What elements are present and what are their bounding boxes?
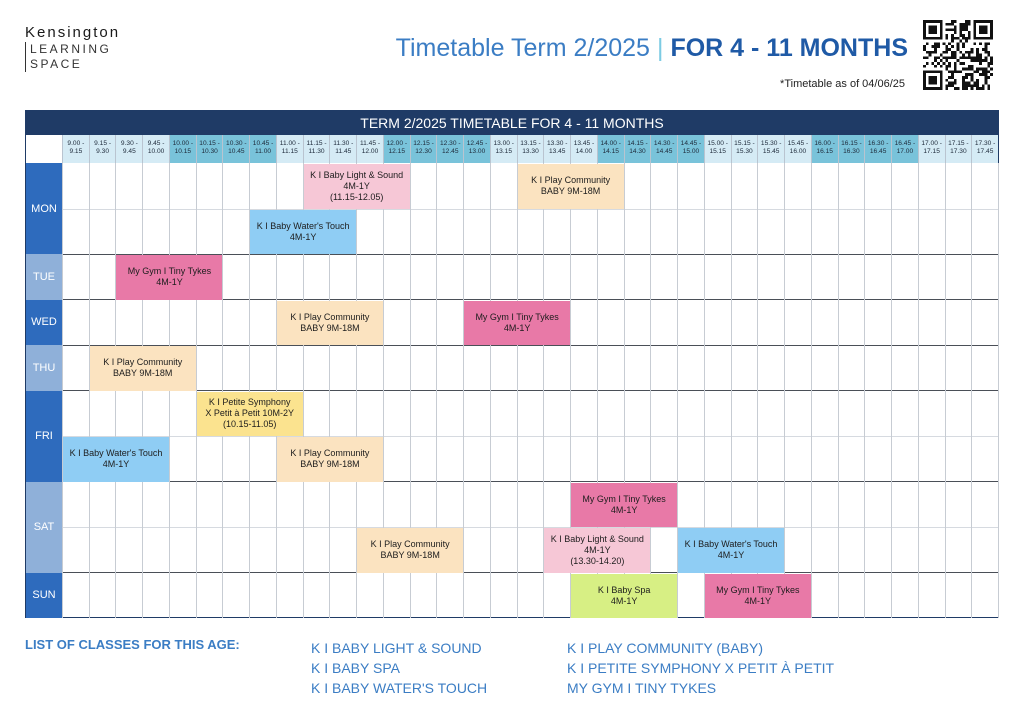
time-slot-label: 10.00 - bbox=[172, 140, 194, 147]
time-slot-label: 15.00 bbox=[682, 148, 700, 155]
time-slot-label: 10.15 bbox=[174, 148, 192, 155]
brand-sub-line-1: LEARNING bbox=[30, 42, 112, 56]
class-list-column-2 bbox=[567, 638, 834, 698]
time-slot-header bbox=[543, 135, 570, 163]
grid-column-line bbox=[142, 163, 143, 618]
time-slot-label: 16.30 bbox=[843, 148, 860, 155]
time-slot-header bbox=[329, 135, 356, 163]
time-slot-header bbox=[838, 135, 865, 163]
grid-column-line bbox=[517, 163, 518, 618]
day-label-thu: THU bbox=[26, 345, 62, 391]
time-slot-label: 13.00 - bbox=[493, 140, 514, 147]
time-slot-label: 17.30 - bbox=[974, 140, 996, 147]
class-text: 4M-1Y bbox=[744, 595, 772, 606]
day-label-sun: SUN bbox=[26, 573, 62, 619]
time-slot-label: 15.30 bbox=[736, 148, 753, 155]
time-slot-label: 15.45 bbox=[762, 148, 780, 155]
class-text: 4M-1Y bbox=[156, 277, 183, 288]
time-slot-header bbox=[276, 135, 303, 163]
title-term: Timetable Term 2/2025 bbox=[395, 34, 650, 62]
time-slot-header bbox=[142, 135, 169, 163]
time-slot-label: 10.30 bbox=[201, 148, 218, 155]
time-slot-label: 11.00 - bbox=[279, 140, 300, 147]
time-slot-header bbox=[169, 135, 196, 163]
time-slot-label: 16.15 bbox=[816, 148, 833, 155]
class-block bbox=[90, 346, 196, 391]
class-list-item: K I PETITE SYMPHONY X PETIT À PETIT bbox=[567, 660, 835, 676]
class-list-item: K I PLAY COMMUNITY (BABY) bbox=[567, 640, 764, 656]
time-slot-header bbox=[864, 135, 891, 163]
class-text: My Gym I Tiny Tykes bbox=[127, 266, 212, 277]
time-slot-header bbox=[757, 135, 784, 163]
class-text: K I Play Community bbox=[103, 357, 183, 368]
time-slot-label: 11.30 - bbox=[333, 140, 354, 147]
time-slot-label: 14.00 bbox=[575, 148, 593, 155]
grid-column-line bbox=[222, 163, 223, 618]
time-slot-header bbox=[222, 135, 249, 163]
class-text: K I Baby Water's Touch bbox=[69, 448, 163, 459]
timetable-grid bbox=[25, 110, 999, 618]
time-slot-label: 11.15 - bbox=[306, 140, 327, 147]
brand-sub-line-2: SPACE bbox=[30, 57, 83, 71]
title-age-group: FOR 4 - 11 MONTHS bbox=[670, 34, 908, 62]
class-text: K I Play Community bbox=[370, 539, 450, 550]
time-slot-label: 13.15 - bbox=[520, 140, 541, 147]
class-block bbox=[571, 574, 677, 619]
time-slot-label: 10.30 - bbox=[226, 140, 247, 147]
class-text: 4M-1Y bbox=[289, 231, 317, 242]
time-slot-header bbox=[303, 135, 330, 163]
class-text: My Gym I Tiny Tykes bbox=[475, 311, 559, 322]
grid-corner bbox=[26, 135, 62, 163]
grid-column-line bbox=[62, 163, 63, 618]
time-slot-label: 9.30 bbox=[96, 148, 110, 155]
class-text: BABY 9M-18M bbox=[113, 368, 173, 379]
time-slot-label: 12.00 bbox=[361, 148, 379, 155]
class-text: BABY 9M-18M bbox=[300, 322, 360, 333]
time-slot-label: 15.30 - bbox=[760, 140, 782, 147]
class-text: (11.15-12.05) bbox=[329, 191, 384, 202]
day-label-tue: TUE bbox=[26, 254, 62, 300]
time-slot-header bbox=[356, 135, 383, 163]
class-block bbox=[304, 164, 410, 209]
time-slot-header bbox=[650, 135, 677, 163]
grid-column-line bbox=[169, 163, 170, 618]
time-slot-header bbox=[410, 135, 437, 163]
time-slot-header bbox=[517, 135, 544, 163]
time-slot-header bbox=[436, 135, 463, 163]
time-slot-label: 17.15 - bbox=[948, 140, 969, 147]
timetable-date-note: *Timetable as of 04/06/25 bbox=[780, 78, 905, 90]
grid-column-line bbox=[971, 163, 972, 618]
time-slot-label: 15.00 - bbox=[707, 140, 728, 147]
grid-column-line bbox=[864, 163, 865, 618]
time-slot-label: 14.30 - bbox=[653, 140, 675, 147]
time-slot-label: 16.00 - bbox=[814, 140, 835, 147]
time-slot-label: 9.15 bbox=[69, 148, 83, 155]
grid-column-line bbox=[945, 163, 946, 618]
time-slot-label: 13.45 bbox=[548, 148, 566, 155]
sub-row-divider bbox=[62, 209, 998, 210]
class-text: K I Baby Light & Sound bbox=[310, 169, 404, 180]
time-slot-label: 14.15 - bbox=[627, 140, 648, 147]
sub-row-divider bbox=[62, 436, 998, 437]
time-slot-label: 11.45 - bbox=[360, 140, 381, 147]
time-slot-label: 9.30 - bbox=[120, 140, 138, 147]
time-slot-label: 12.30 bbox=[415, 148, 432, 155]
class-block bbox=[544, 528, 650, 573]
class-block bbox=[464, 301, 570, 346]
class-text: 4M-1Y bbox=[717, 550, 745, 561]
time-slot-header bbox=[971, 135, 998, 163]
class-text: 4M-1Y bbox=[503, 322, 531, 333]
time-slot-header bbox=[731, 135, 758, 163]
grid-column-line bbox=[463, 163, 464, 618]
class-list-item: MY GYM I TINY TYKES bbox=[567, 680, 717, 696]
time-slot-label: 10.45 - bbox=[252, 140, 274, 147]
class-list-item: K I BABY LIGHT & SOUND bbox=[311, 640, 482, 656]
title-separator: | bbox=[656, 34, 664, 62]
time-slot-header bbox=[62, 135, 89, 163]
grid-column-line bbox=[811, 163, 812, 618]
brand-logo bbox=[25, 24, 155, 72]
time-slot-header bbox=[811, 135, 838, 163]
time-slot-label: 12.00 - bbox=[386, 140, 408, 147]
class-text: BABY 9M-18M bbox=[300, 459, 360, 470]
class-text: 4M-1Y bbox=[610, 504, 638, 515]
day-label-fri: FRI bbox=[26, 391, 62, 482]
class-block bbox=[277, 437, 383, 482]
time-slot-label: 9.45 bbox=[122, 148, 136, 155]
class-text: My Gym I Tiny Tykes bbox=[716, 584, 800, 595]
class-text: K I Petite Symphony bbox=[208, 397, 291, 408]
time-slot-label: 14.45 - bbox=[680, 140, 702, 147]
class-text: 4M-1Y bbox=[584, 544, 611, 555]
timetable-title: TERM 2/2025 TIMETABLE FOR 4 - 11 MONTHS bbox=[26, 111, 998, 135]
day-label-mon: MON bbox=[26, 163, 62, 254]
grid-column-line bbox=[891, 163, 892, 618]
class-list-item: K I BABY SPA bbox=[311, 660, 400, 676]
time-slot-label: 9.00 - bbox=[67, 140, 85, 147]
time-slot-label: 14.30 bbox=[629, 148, 646, 155]
brand-name: Kensington bbox=[25, 24, 121, 41]
class-text: (10.15-11.05) bbox=[223, 419, 277, 430]
time-slot-header bbox=[677, 135, 704, 163]
time-slot-label: 11.45 bbox=[335, 148, 352, 155]
time-slot-label: 15.15 - bbox=[734, 140, 755, 147]
time-slot-label: 13.45 - bbox=[573, 140, 595, 147]
time-slot-label: 14.45 bbox=[655, 148, 673, 155]
class-text: K I Baby Water's Touch bbox=[684, 539, 778, 550]
time-slot-label: 16.45 bbox=[869, 148, 887, 155]
time-slot-label: 10.00 bbox=[147, 148, 165, 155]
time-slot-header bbox=[918, 135, 945, 163]
grid-column-line bbox=[196, 163, 197, 618]
time-slot-label: 9.15 - bbox=[94, 140, 112, 147]
grid-column-line bbox=[650, 163, 651, 618]
class-text: K I Baby Water's Touch bbox=[256, 220, 350, 231]
time-slot-label: 10.45 bbox=[228, 148, 245, 155]
time-slot-label: 14.00 - bbox=[600, 140, 621, 147]
time-slot-label: 17.00 - bbox=[921, 140, 942, 147]
time-slot-label: 13.30 - bbox=[546, 140, 568, 147]
time-slot-header bbox=[704, 135, 731, 163]
class-block bbox=[518, 164, 624, 209]
time-slot-header bbox=[624, 135, 651, 163]
sub-row-divider bbox=[62, 527, 998, 528]
class-block bbox=[571, 483, 677, 528]
class-block bbox=[250, 210, 356, 255]
time-slot-header bbox=[784, 135, 811, 163]
time-slot-header bbox=[570, 135, 597, 163]
class-text: K I Baby Spa bbox=[597, 584, 651, 595]
time-slot-label: 17.30 bbox=[950, 148, 967, 155]
class-list-label: LIST OF CLASSES FOR THIS AGE: bbox=[25, 637, 240, 652]
time-slot-label: 13.30 bbox=[522, 148, 539, 155]
class-block bbox=[678, 528, 784, 573]
class-text: X Petit à Petit 10M-2Y bbox=[205, 408, 294, 419]
day-label-wed: WED bbox=[26, 300, 62, 346]
grid-column-line bbox=[490, 163, 491, 618]
grid-column-line bbox=[784, 163, 785, 618]
grid-column-line bbox=[998, 163, 999, 618]
class-text: K I Baby Light & Sound bbox=[550, 533, 644, 544]
day-row-divider bbox=[62, 481, 998, 482]
time-slot-label: 12.15 bbox=[388, 148, 406, 155]
time-slot-label: 12.30 - bbox=[439, 140, 461, 147]
class-list-column-1 bbox=[311, 638, 487, 698]
time-slot-label: 10.15 - bbox=[199, 140, 220, 147]
time-slot-label: 16.45 - bbox=[894, 140, 916, 147]
time-slot-header bbox=[89, 135, 116, 163]
class-text: BABY 9M-18M bbox=[380, 550, 440, 561]
time-slot-header bbox=[115, 135, 142, 163]
time-slot-header bbox=[945, 135, 972, 163]
time-slot-label: 11.00 bbox=[255, 148, 272, 155]
class-text: My Gym I Tiny Tykes bbox=[582, 493, 666, 504]
class-block bbox=[357, 528, 463, 573]
qr-code-icon bbox=[923, 20, 993, 90]
class-text: K I Play Community bbox=[290, 448, 370, 459]
time-slot-header bbox=[383, 135, 410, 163]
class-block bbox=[705, 574, 811, 619]
time-slot-label: 13.15 bbox=[495, 148, 512, 155]
page-title bbox=[396, 33, 908, 63]
class-block bbox=[197, 392, 303, 437]
class-text: K I Play Community bbox=[531, 175, 611, 186]
time-slot-label: 17.00 bbox=[896, 148, 914, 155]
time-slot-label: 15.15 bbox=[709, 148, 726, 155]
day-label-sat: SAT bbox=[26, 482, 62, 573]
grid-column-line bbox=[89, 163, 90, 618]
class-text: 4M-1Y bbox=[610, 595, 638, 606]
time-slot-label: 13.00 bbox=[468, 148, 486, 155]
time-slot-label: 15.45 - bbox=[787, 140, 809, 147]
time-slot-label: 12.45 bbox=[442, 148, 459, 155]
day-row-divider bbox=[62, 572, 998, 573]
class-text: (13.30-14.20) bbox=[570, 555, 625, 566]
brand-subtitle bbox=[25, 42, 155, 72]
grid-column-line bbox=[115, 163, 116, 618]
class-text: 4M-1Y bbox=[102, 459, 130, 470]
time-slot-label: 16.00 bbox=[789, 148, 807, 155]
time-slot-header bbox=[196, 135, 223, 163]
time-slot-label: 11.15 bbox=[281, 148, 298, 155]
class-text: BABY 9M-18M bbox=[540, 186, 601, 197]
time-slot-label: 17.15 bbox=[923, 148, 940, 155]
class-block bbox=[277, 301, 383, 346]
class-text: K I Play Community bbox=[290, 311, 370, 322]
class-text: 4M-1Y bbox=[343, 180, 370, 191]
time-slot-label: 14.15 bbox=[602, 148, 619, 155]
time-slot-header bbox=[891, 135, 918, 163]
class-block bbox=[63, 437, 169, 482]
time-slot-label: 9.45 - bbox=[147, 140, 165, 147]
grid-column-line bbox=[918, 163, 919, 618]
class-list-item: K I BABY WATER'S TOUCH bbox=[311, 680, 488, 696]
time-slot-label: 12.45 - bbox=[466, 140, 488, 147]
time-slot-header bbox=[249, 135, 276, 163]
time-slot-header bbox=[463, 135, 490, 163]
time-slot-label: 17.45 bbox=[976, 148, 994, 155]
class-block bbox=[116, 255, 222, 300]
time-slot-header bbox=[597, 135, 624, 163]
time-slot-label: 16.15 - bbox=[841, 140, 862, 147]
time-slot-label: 11.30 bbox=[308, 148, 325, 155]
time-slot-header bbox=[490, 135, 517, 163]
time-slot-label: 12.15 - bbox=[413, 140, 434, 147]
grid-column-line bbox=[838, 163, 839, 618]
time-slot-label: 16.30 - bbox=[867, 140, 889, 147]
